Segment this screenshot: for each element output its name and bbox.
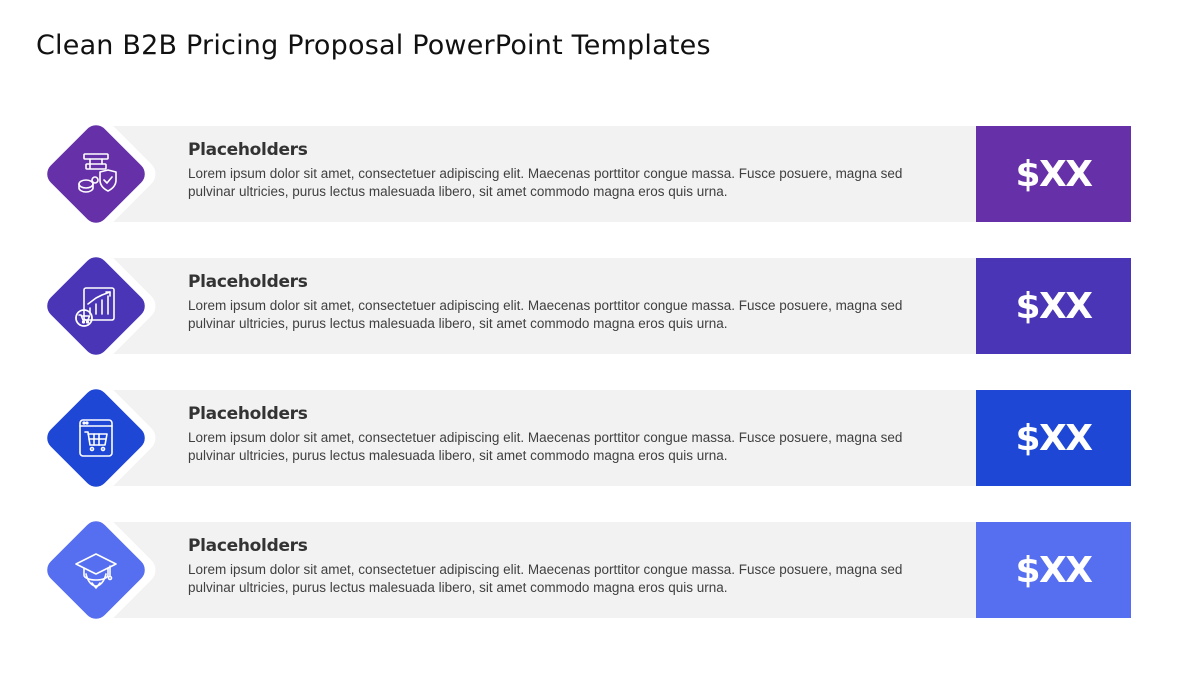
row-body: Lorem ipsum dolor sit amet, consectetuer adipiscing elit. Maecenas porttitor congue massa. Fusce posuere, magna sed pulvinar ultricies, purus lectus malesuada libero, sit amet commodo magna eros quis urna. [188, 298, 903, 331]
pricing-row [0, 251, 1200, 361]
price-box: $XX [976, 390, 1131, 486]
payment-shield-icon [66, 144, 126, 204]
online-cart-icon [66, 408, 126, 468]
pricing-row [0, 119, 1200, 229]
price-box: $XX [976, 126, 1131, 222]
row-body: Lorem ipsum dolor sit amet, consectetuer adipiscing elit. Maecenas porttitor congue massa. Fusce posuere, magna sed pulvinar ultricies, purus lectus malesuada libero, sit amet commodo magna eros quis urna. [188, 166, 903, 199]
pricing-row [0, 383, 1200, 493]
pricing-row [0, 515, 1200, 625]
row-heading: Placeholders [188, 272, 308, 292]
row-heading: Placeholders [188, 140, 308, 160]
row-body: Lorem ipsum dolor sit amet, consectetuer adipiscing elit. Maecenas porttitor congue massa. Fusce posuere, magna sed pulvinar ultricies, purus lectus malesuada libero, sit amet commodo magna eros quis urna. [188, 430, 903, 463]
row-heading: Placeholders [188, 404, 308, 424]
page-title: Clean B2B Pricing Proposal PowerPoint Templates [36, 30, 711, 61]
price-box: $XX [976, 258, 1131, 354]
graduation-cap-icon [66, 540, 126, 600]
row-heading: Placeholders [188, 536, 308, 556]
row-body: Lorem ipsum dolor sit amet, consectetuer adipiscing elit. Maecenas porttitor congue massa. Fusce posuere, magna sed pulvinar ultricies, purus lectus malesuada libero, sit amet commodo magna eros quis urna. [188, 562, 903, 595]
price-box: $XX [976, 522, 1131, 618]
growth-chart-cart-icon [66, 276, 126, 336]
